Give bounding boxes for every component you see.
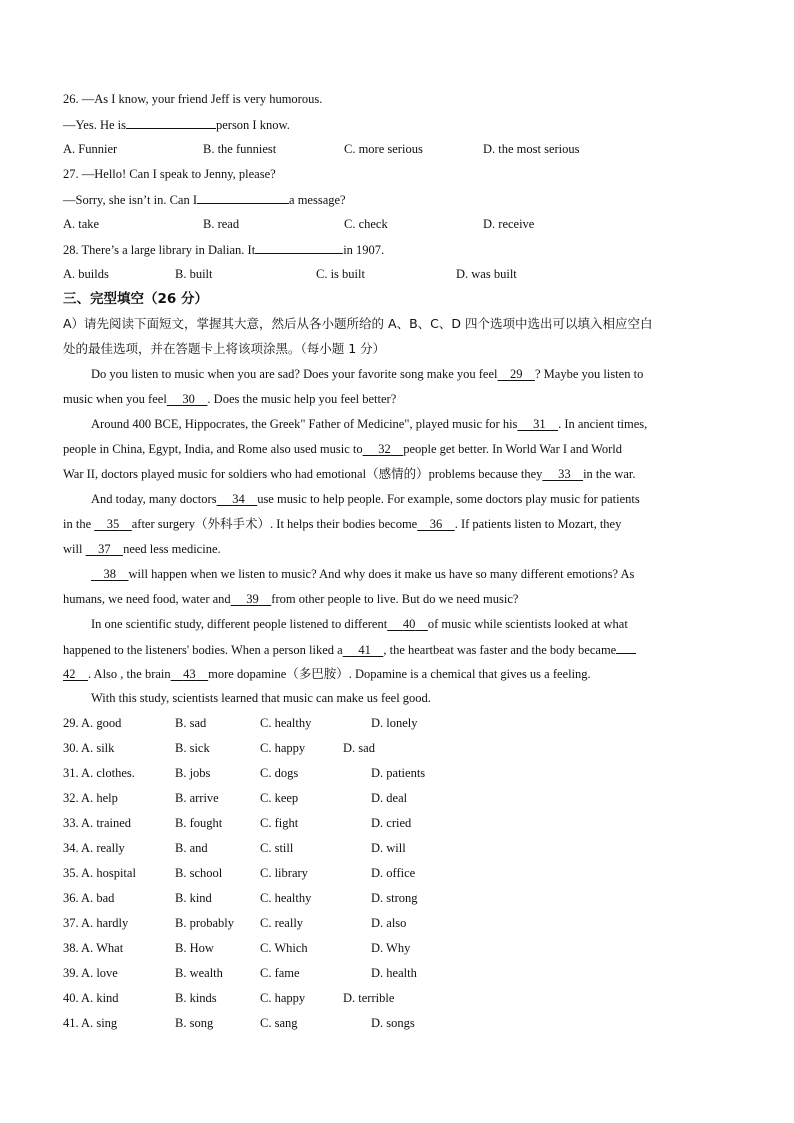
blank-number: 42: [63, 667, 76, 681]
passage-line: [63, 466, 635, 482]
blank-number: 32: [378, 442, 391, 456]
passage-line: [91, 491, 640, 507]
passage-text: music when you feel: [63, 392, 167, 406]
blank-36: [417, 516, 455, 532]
option-choice: 34. A. really: [63, 841, 125, 855]
option-choice: D. also: [371, 916, 407, 930]
option-choice: C. dogs: [260, 766, 299, 780]
question-text: in 1907.: [343, 243, 385, 257]
passage-text: people in China, Egypt, India, and Rome also used music to: [63, 442, 363, 456]
option-choice: C. Which: [260, 941, 308, 955]
answer-blank: [197, 191, 289, 204]
option-choice: D. Why: [371, 941, 411, 955]
question-26-reply: [63, 116, 290, 133]
passage-line: [63, 641, 636, 658]
option-choice: 35. A. hospital: [63, 866, 136, 880]
blank-number: 35: [106, 517, 120, 531]
question-28: [63, 241, 384, 258]
option-choice: B. sick: [175, 741, 210, 755]
blank-42: [63, 666, 88, 682]
option-choice: 36. A. bad: [63, 891, 115, 905]
blank-29: [498, 366, 536, 382]
passage-text: of music while scientists looked at what: [427, 617, 628, 631]
option-choice: C. sang: [260, 1016, 298, 1030]
option-choice: 39. A. love: [63, 966, 118, 980]
option-28-c: C. is built: [316, 267, 365, 281]
option-choice: C. healthy: [260, 716, 312, 730]
option-choice: 31. A. clothes.: [63, 766, 135, 780]
passage-line: [91, 366, 643, 382]
question-27: 27. —Hello! Can I speak to Jenny, please?: [63, 167, 276, 181]
passage-text: will: [63, 542, 83, 556]
option-28-a: A. builds: [63, 267, 109, 281]
passage-text: Do you listen to music when you are sad? Does your favorite song make you feel: [91, 367, 498, 381]
blank-37: [86, 541, 124, 557]
option-choice: C. happy: [260, 991, 306, 1005]
blank-number: 31: [533, 417, 546, 431]
section-instructions-1: A）请先阅读下面短文，掌握其大意，然后从各小题所给的 A、B、C、D 四个选项中选出可以填入相应空白: [63, 316, 653, 331]
passage-line: [63, 516, 621, 532]
blank-34: [217, 491, 258, 507]
blank-number: 39: [246, 592, 259, 606]
passage-line: [91, 566, 634, 582]
passage-line: With this study, scientists learned that music can make us feel good.: [91, 691, 431, 705]
option-27-a: A. take: [63, 217, 100, 231]
question-26: 26. —As I know, your friend Jeff is very humorous.: [63, 92, 323, 106]
option-choice: 40. A. kind: [63, 991, 119, 1005]
option-choice: D. lonely: [371, 716, 418, 730]
option-choice: B. probably: [175, 916, 235, 930]
passage-line: [63, 441, 622, 457]
passage-text: Around 400 BCE, Hippocrates, the Greek" Father of Medicine", played music for his: [91, 417, 518, 431]
blank-38: [91, 566, 129, 582]
passage-text: will happen when we listen to music? And why does it make us have so many different emotions? As: [128, 567, 635, 581]
question-text: 28. There’s a large library in Dalian. It: [63, 243, 256, 257]
option-choice: D. deal: [371, 791, 408, 805]
option-choice: C. still: [260, 841, 294, 855]
passage-text: . Also , the brain: [88, 667, 171, 681]
passage-text: ? Maybe you listen to: [535, 367, 644, 381]
option-choice: 41. A. sing: [63, 1016, 118, 1030]
option-choice: D. strong: [371, 891, 418, 905]
option-choice: D. patients: [371, 766, 426, 780]
reply-text: a message?: [289, 193, 346, 207]
blank-number: 37: [98, 542, 111, 556]
blank-number: 34: [232, 492, 245, 506]
reply-text: person I know.: [215, 118, 290, 132]
option-choice: B. How: [175, 941, 214, 955]
passage-text: people get better. In World War I and World: [403, 442, 623, 456]
passage-text: , the heartbeat was faster and the body became: [383, 643, 617, 657]
option-choice: B. sad: [175, 716, 207, 730]
option-choice: B. song: [175, 1016, 214, 1030]
option-choice: B. fought: [175, 816, 223, 830]
option-choice: B. wealth: [175, 966, 223, 980]
answer-blank: [126, 116, 216, 129]
section-instructions-2: 处的最佳选项，并在答题卡上将该项涂黑。（每小题 1 分）: [63, 341, 386, 356]
passage-line: [63, 591, 518, 607]
option-27-d: D. receive: [483, 217, 535, 231]
option-choice: 32. A. help: [63, 791, 118, 805]
option-choice: D. cried: [371, 816, 412, 830]
option-choice: 33. A. trained: [63, 816, 132, 830]
blank-number: 38: [103, 567, 116, 581]
blank-31: [517, 416, 558, 432]
section-heading: 三、完型填空（26 分）: [63, 291, 208, 307]
passage-text: And today, many doctors: [91, 492, 217, 506]
option-28-d: D. was built: [456, 267, 517, 281]
option-choice: D. health: [371, 966, 417, 980]
option-choice: D. office: [371, 866, 416, 880]
reply-text: —Sorry, she isn’t in. Can I: [63, 193, 198, 207]
blank-39: [231, 591, 272, 607]
passage-text: In one scientific study, different people listened to different: [91, 617, 388, 631]
option-choice: D. songs: [371, 1016, 415, 1030]
option-26-c: C. more serious: [344, 142, 423, 156]
option-choice: B. arrive: [175, 791, 219, 805]
option-choice: C. healthy: [260, 891, 312, 905]
blank-35: [94, 516, 132, 532]
blank-number: 29: [510, 367, 523, 381]
option-choice: B. kinds: [175, 991, 217, 1005]
blank-32: [363, 441, 404, 457]
blank-41: [343, 642, 384, 658]
option-choice: C. really: [260, 916, 304, 930]
passage-text: . If patients listen to Mozart, they: [454, 517, 622, 531]
option-choice: B. jobs: [175, 766, 211, 780]
passage-text: more dopamine（多巴胺）. Dopamine is a chemical that gives us a feeling.: [208, 667, 591, 681]
passage-text: in the: [63, 517, 92, 531]
blank-number: 40: [402, 617, 416, 631]
option-26-d: D. the most serious: [483, 142, 580, 156]
blank-30: [167, 391, 208, 407]
passage-line: [63, 541, 221, 557]
blank-33: [542, 466, 583, 482]
option-28-b: B. built: [175, 267, 213, 281]
answer-blank: [616, 641, 636, 654]
passage-text: . Does the music help you feel better?: [207, 392, 397, 406]
passage-line: [91, 416, 647, 432]
option-26-b: B. the funniest: [203, 142, 277, 156]
option-choice: C. library: [260, 866, 308, 880]
passage-text: . In ancient times,: [558, 417, 648, 431]
option-choice: 38. A. What: [63, 941, 124, 955]
option-26-a: A. Funnier: [63, 142, 118, 156]
passage-text: War II, doctors played music for soldiers who had emotional（感情的）problems because they: [63, 467, 543, 481]
passage-line: [91, 616, 628, 632]
option-choice: B. school: [175, 866, 223, 880]
passage-line: [63, 666, 591, 682]
option-choice: B. kind: [175, 891, 212, 905]
blank-number: 43: [183, 667, 196, 681]
passage-text: in the war.: [583, 467, 636, 481]
blank-number: 41: [358, 643, 371, 657]
question-27-reply: [63, 191, 346, 208]
blank-number: 36: [429, 517, 443, 531]
option-choice: B. and: [175, 841, 208, 855]
blank-number: 30: [182, 392, 195, 406]
answer-blank: [255, 241, 343, 254]
option-choice: C. fight: [260, 816, 299, 830]
option-choice: C. fame: [260, 966, 300, 980]
option-choice: 30. A. silk: [63, 741, 115, 755]
passage-line: [63, 391, 396, 407]
passage-text: humans, we need food, water and: [63, 592, 231, 606]
passage-text: from other people to live. But do we need music?: [271, 592, 519, 606]
option-choice: C. keep: [260, 791, 299, 805]
option-27-c: C. check: [344, 217, 388, 231]
blank-43: [171, 666, 209, 682]
option-choice: D. sad: [343, 741, 375, 755]
option-choice: D. terrible: [343, 991, 395, 1005]
option-choice: 29. A. good: [63, 716, 122, 730]
reply-text: —Yes. He is: [63, 118, 126, 132]
passage-text: need less medicine.: [123, 542, 221, 556]
passage-text: use music to help people. For example, some doctors play music for patients: [257, 492, 640, 506]
option-27-b: B. read: [203, 217, 240, 231]
option-choice: D. will: [371, 841, 406, 855]
passage-text: happened to the listeners' bodies. When a person liked a: [63, 643, 343, 657]
option-choice: 37. A. hardly: [63, 916, 129, 930]
option-choice: C. happy: [260, 741, 306, 755]
passage-text: after surgery（外科手术）. It helps their bodies become: [131, 517, 418, 531]
blank-40: [387, 616, 428, 632]
blank-number: 33: [558, 467, 571, 481]
